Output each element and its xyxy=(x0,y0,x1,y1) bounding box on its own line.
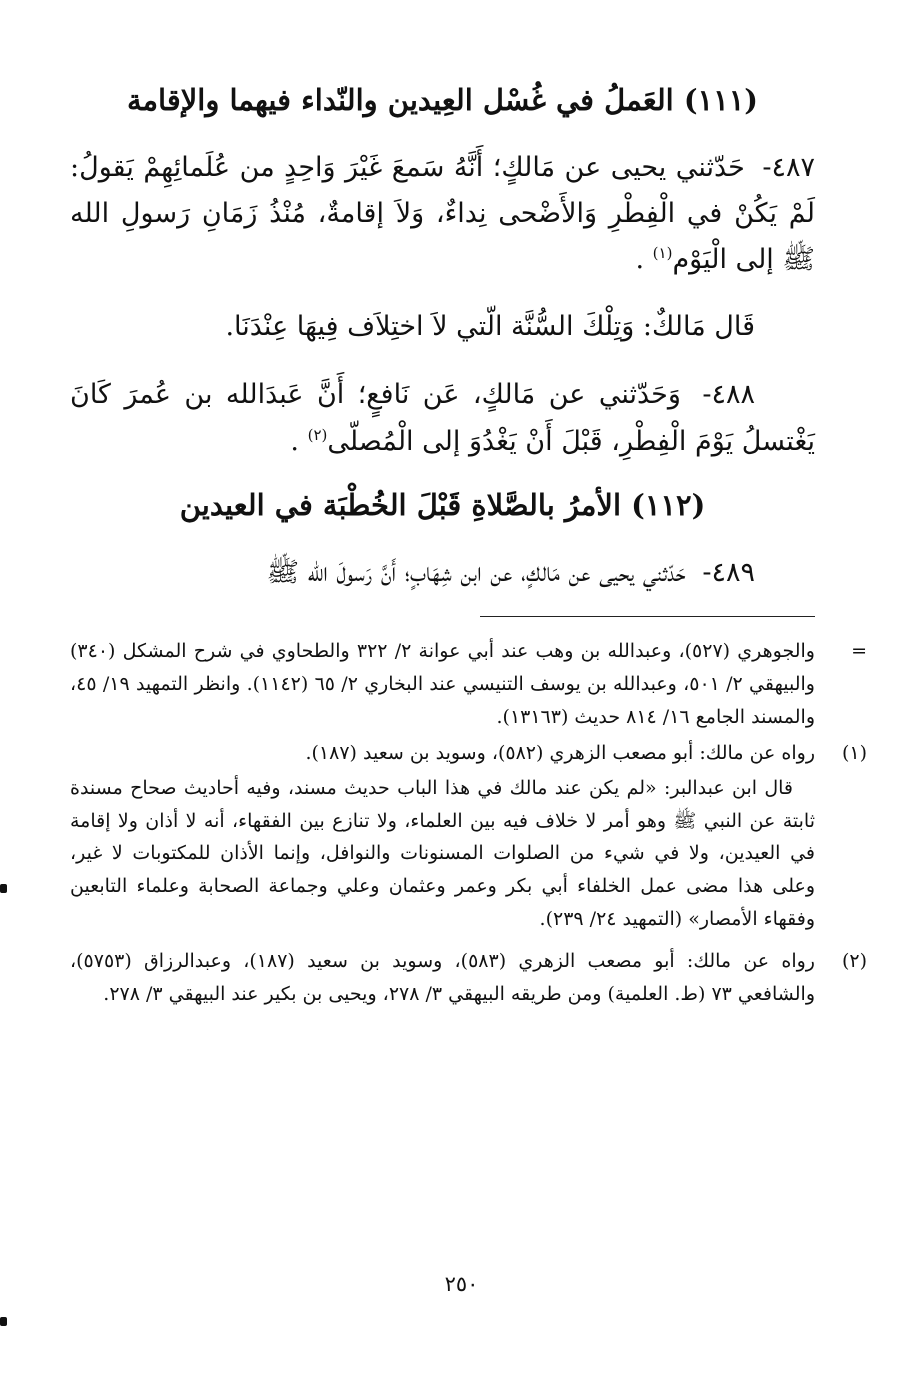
scan-mark xyxy=(0,884,7,893)
hadith-489 xyxy=(70,550,815,596)
footnote-ref-1[interactable]: (١) xyxy=(652,244,673,263)
footnote-continued xyxy=(70,635,867,733)
hadith-end-mark: . xyxy=(635,244,645,276)
footnote-body xyxy=(70,737,815,935)
scan-mark xyxy=(0,1317,7,1326)
footnote-quote: قال ابن عبدالبر: «لم يكن عند مالك في هذا الباب حديث مسند، وفيه أحاديث صحاح مسندة ثابتة عن النبي ﷺ وهو أمر لا خلاف فيه بين العلماء، ولا تنازع بين الفقهاء، أنه لا أذان ولا إقامة في العيدين، ولا في شيء من الصلوات المسنونات والنوافل، وإنما الأذان للمكتوبات لا غير، وعلى هذا مضى عمل الخلفاء أبي بكر وعمر وعثمان وعلي وجماعة الصحابة وعلماء التابعين وفقهاء الأمصار» (التمهيد ٢٤/ ٢٣٩). xyxy=(70,776,815,930)
hadith-text: حَدّثني يحيى عن مَالكٍ، عن ابن شِهَابٍ؛ أَنَّ رَسولَ الله ﷺ xyxy=(266,556,686,588)
malik-saying: قَال مَالكٌ: وَتِلْكَ السُّنَّة الّتي لاَ اختِلاَف فِيهَا عِنْدَنَا. xyxy=(225,310,755,342)
page-body xyxy=(70,80,867,1021)
hadith-number: ٤٨٩- xyxy=(702,556,755,588)
footnote-continued-text: والجوهري (٥٢٧)، وعبدالله بن وهب عند أبي عوانة ٢/ ٣٢٢ والطحاوي في شرح المشكل (٣٤٠) والبيهقي ٢/ ٥٠١، وعبدالله بن يوسف التنيسي عند البخاري ٢/ ٦٥ (١١٤٢). وانظر التمهيد ١٩/ ٤٥، والمسند الجامع ١٦/ ٨١٤ حديث (١٣١٦٣). xyxy=(70,640,815,728)
hadith-488 xyxy=(70,372,815,465)
footnote-text: رواه عن مالك: أبو مصعب الزهري (٥٨٣)، وسويد بن سعيد (١٨٧)، وعبدالرزاق (٥٧٥٣)، والشافعي ٧٣ (ط. العلمية) ومن طريقه البيهقي ٣/ ٢٧٨، ويحيى بن بكير عند البيهقي ٣/ ٢٧٨. xyxy=(70,950,815,1005)
footnote-body xyxy=(70,945,815,1010)
page-number: ٢٥٠ xyxy=(444,1272,479,1296)
hadith-text: حَدّثني يحيى عن مَالكٍ؛ أَنَّهُ سَمعَ غَيْرَ وَاحِدٍ من عُلَمائِهِمْ يَقولُ: لَمْ يَكُنْ في الْفِطْرِ وَالأَضْحى نِداءٌ، وَلاَ إقامةٌ، مُنْذُ زَمَانِ رَسولِ الله ﷺ إلى الْيَوْم xyxy=(70,151,815,276)
footnote-2 xyxy=(70,945,867,1010)
hadith-487 xyxy=(70,145,815,284)
hadith-number: ٤٨٧- xyxy=(762,151,815,183)
chapter-title-111: (١١١) العَملُ في غُسْل العِيدين والنّداء فيهما والإقامة xyxy=(126,83,759,117)
footnote-1 xyxy=(70,737,867,935)
footnote-text: رواه عن مالك: أبو مصعب الزهري (٥٨٢)، وسويد بن سعيد (١٨٧). xyxy=(305,742,815,765)
footnote-ref-2[interactable]: (٢) xyxy=(307,425,328,444)
chapter-title-112: (١١٢) الأمرُ بالصَّلاةِ قَبْلَ الخُطْبَة في العيدين xyxy=(179,488,706,523)
footnotes-section xyxy=(70,635,867,1010)
hadith-number: ٤٨٨- xyxy=(702,379,755,411)
hadith-end-mark: . xyxy=(290,425,299,457)
hadith-text: وَحَدّثني عن مَالكٍ، عَن نَافعٍ؛ أَنَّ عَبدَالله بن عُمرَ كَانَ يَغْتسلُ يَوْمَ الْفِطْرِ، قَبْلَ أَنْ يَغْدُوَ إلى الْمُصلّى xyxy=(70,379,815,457)
footnote-separator xyxy=(480,616,815,617)
continuation-marker: = xyxy=(851,640,867,663)
footnote-number: (١) xyxy=(841,742,867,765)
footnote-number: (٢) xyxy=(841,950,867,973)
